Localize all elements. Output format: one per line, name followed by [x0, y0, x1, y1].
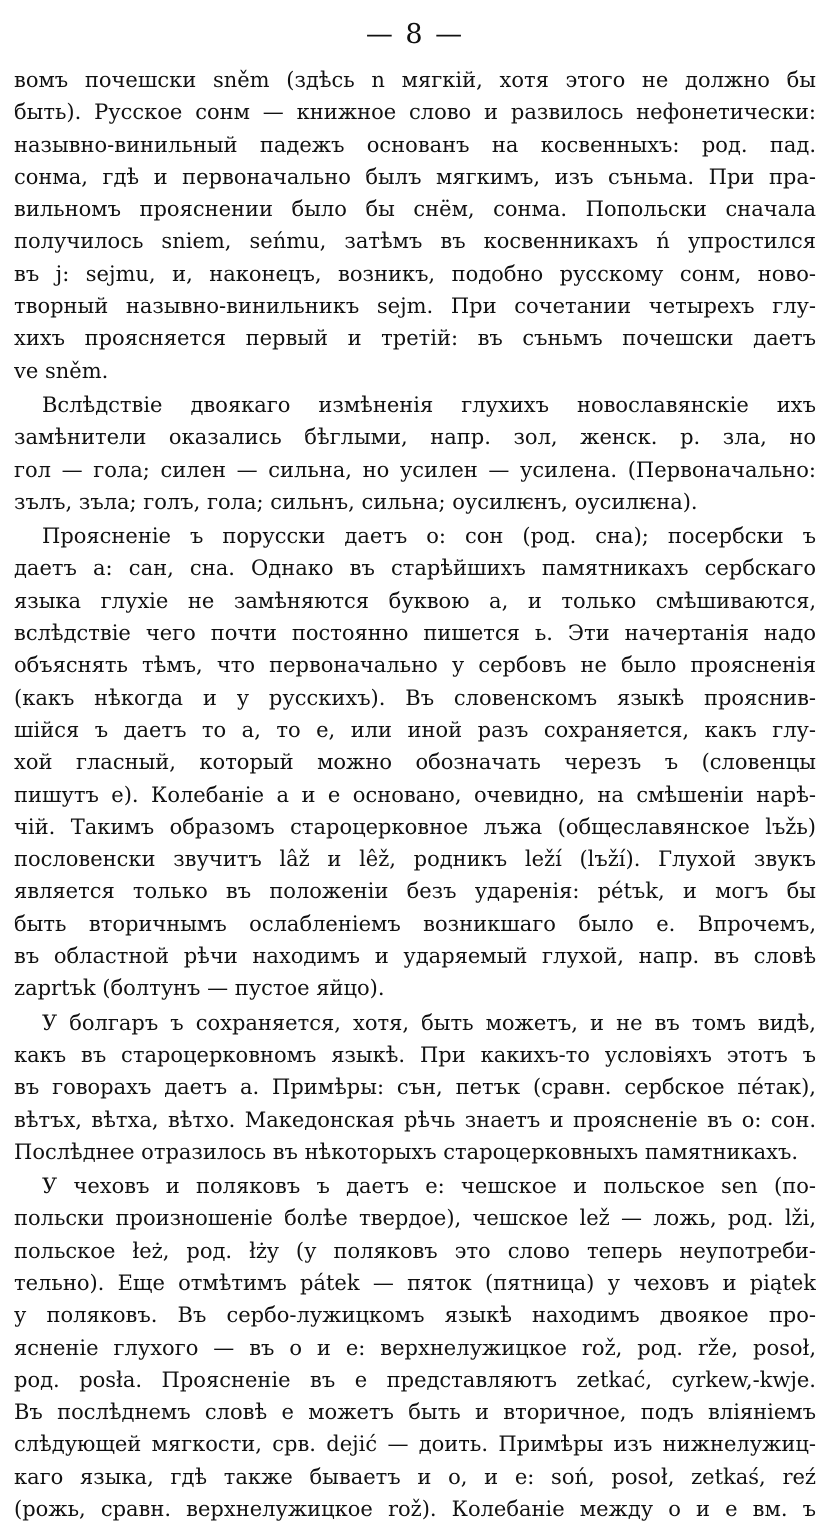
text-line: У болгаръ ъ сохраняется, хотя, быть можетъ, и не въ томъ видѣ,: [42, 1010, 816, 1035]
page-number: — 8 —: [365, 19, 465, 50]
text-line: чій. Такимъ образомъ староцерковное лъжа (общеславянское lъžь): [14, 814, 816, 839]
text-line: является только въ положеніи безъ ударенія: pétъk, и могъ бы: [14, 879, 816, 904]
text-line: въ j: sеjmu, и, наконецъ, возникъ, подобно русскому сонм, ново-: [14, 261, 816, 286]
text-line: слѣдующей мягкости, срв. dejić — доить. Примѣры изъ нижнелужиц-: [14, 1432, 816, 1457]
text-line: Послѣднее отразилось въ нѣкоторыхъ староцерковныхъ памятникахъ.: [14, 1139, 799, 1164]
text-line: тельно). Еще отмѣтимъ pátek — пяток (пятница) у чеховъ и piątek: [14, 1270, 816, 1295]
paragraph: [14, 1170, 816, 1525]
text-line: У чеховъ и поляковъ ъ даетъ е: чешское и польское sen (по-: [42, 1174, 816, 1199]
text-line: хой гласный, который можно обозначать черезъ ъ (словенцы: [14, 750, 816, 775]
text-line: гол — гола; силен — сильна, но усилен — усилена. (Первоначально:: [14, 457, 816, 482]
text-line: пословенски звучитъ lâž и lêž, родникъ leží (lъží). Глухой звукъ: [14, 847, 816, 872]
paragraph: [14, 64, 816, 387]
text-line: какъ въ староцерковномъ языкѣ. При какихъ-то условіяхъ этотъ ъ: [14, 1042, 816, 1067]
text-line: вслѣдствіе чего почти постоянно пишется ь. Эти начертанія надо: [14, 621, 816, 646]
text-line: даетъ а: сан, сна. Однако въ старѣйшихъ памятникахъ сербскаго: [14, 556, 816, 581]
text-line: замѣнители оказались бѣглыми, напр. зол, женск. р. зла, но: [14, 425, 816, 450]
text-line: ясненіе глухого — въ о и е: верхнелужицкое rož, род. rže, posoł,: [14, 1335, 816, 1360]
text-line: (какъ нѣкогда и у русскихъ). Въ словенскомъ языкѣ прояснив-: [14, 685, 816, 710]
paragraph: [14, 1007, 816, 1168]
body-text: [14, 64, 816, 1525]
text-line: шійся ъ даетъ то а, то е, или иной разъ сохраняется, какъ глу-: [14, 717, 816, 742]
text-line: род. posła. Проясненіе въ е представляютъ zetkać, cyrkew,-kwje.: [14, 1367, 816, 1392]
text-line: зълъ, зъла; голъ, гола; сильнъ, сильна; оусилѥнъ, оусилѥна).: [14, 489, 698, 514]
text-line: польское łeż, род. łży (у поляковъ это слово теперь неупотреби-: [14, 1238, 816, 1263]
text-line: Проясненіе ъ порусски даетъ о: сон (род. сна); посербски ъ: [42, 524, 816, 549]
text-line: пишутъ е). Колебаніе а и е основано, очевидно, на смѣшеніи нарѣ-: [14, 782, 816, 807]
text-line: хихъ проясняется первый и третій: въ съньмъ почешски даетъ: [14, 326, 816, 351]
text-line: получилось sniem, sеńmu, затѣмъ въ косвенникахъ ń упростился: [14, 229, 816, 254]
text-line: назывно-винильный падежъ основанъ на косвенныхъ: род. пад.: [14, 132, 816, 157]
text-line: польски произношеніе болѣе твердое), чешское lež — ложь, род. lži,: [14, 1206, 816, 1231]
text-line: быть). Русское сонм — книжное слово и развилось нефонетически:: [14, 100, 816, 125]
text-line: объяснять тѣмъ, что первоначально у сербовъ не было проясненія: [14, 653, 816, 678]
text-line: вильномъ прояснении было бы снём, сонма. Попольски сначала: [14, 197, 816, 222]
text-line: у поляковъ. Въ сербо-лужицкомъ языкѣ находимъ двоякое про-: [14, 1303, 816, 1328]
text-line: вѣтъх, вѣтха, вѣтхо. Македонская рѣчь знаетъ и проясненіе въ о: сон.: [14, 1107, 816, 1132]
text-line: въ говорахъ даетъ а. Примѣры: сън, петък (сравн. сербское пéтак),: [14, 1075, 816, 1100]
text-line: ve sněm.: [14, 358, 109, 383]
text-line: Въ послѣднемъ словѣ е можетъ быть и вторичное, подъ вліяніемъ: [14, 1400, 816, 1425]
text-line: (рожь, сравн. верхнелужицкое rož). Колебаніе между о и е вм. ъ: [14, 1497, 816, 1522]
text-line: въ областной рѣчи находимъ и ударяемый глухой, напр. въ словѣ: [14, 944, 816, 969]
paragraph: [14, 389, 816, 518]
text-line: Вслѣдствіе двоякаго измѣненія глухихъ новославянскіе ихъ: [42, 392, 816, 417]
text-line: сонма, гдѣ и первоначально былъ мягкимъ, изъ съньма. При пра-: [14, 164, 816, 189]
text-line: вомъ почешски sněm (здѣсь n мягкій, хотя этого не должно бы: [14, 68, 816, 92]
text-line: каго языка, гдѣ также бываетъ и о, и е: soń, posoł, zetkaś, reź: [14, 1464, 816, 1489]
text-line: быть вторичнымъ ослабленіемъ возникшаго было е. Впрочемъ,: [14, 911, 816, 936]
paragraph: [14, 520, 816, 1004]
text-line: zaprtъk (болтунъ — пустое яйцо).: [14, 976, 385, 1001]
text-line: языка глухіе не замѣняются буквою а, и только смѣшиваются,: [14, 588, 816, 613]
text-line: творный назывно-винильникъ sеjm. При сочетании четырехъ глу-: [14, 294, 816, 319]
